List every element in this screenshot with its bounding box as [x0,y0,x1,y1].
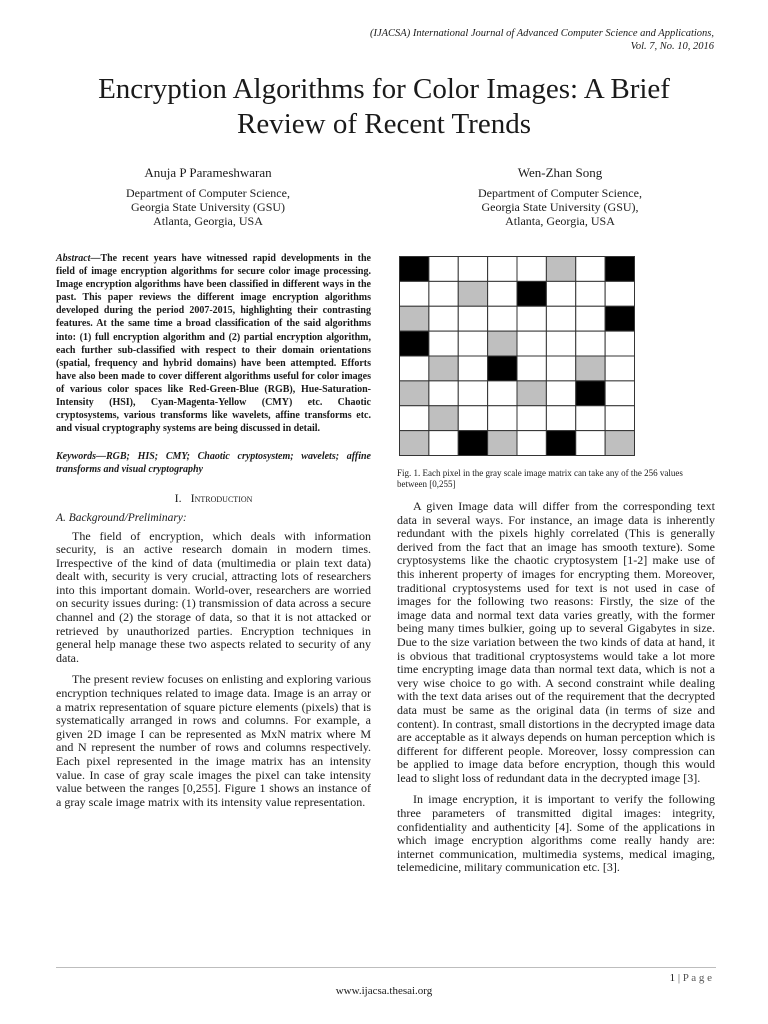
section-heading-introduction [56,491,371,506]
pixel-grid-svg [399,256,635,456]
grid-cell-white [488,281,517,306]
grid-cell-black [576,381,605,406]
grid-cell-gray [546,257,575,282]
grid-cell-white [546,381,575,406]
body-paragraph: The present review focuses on enlisting and exploring various encryption techniques related to image data. Image is an array or a matrix representation of square picture elements (pixels) that is systematically arranged in rows and columns. For example, a given 2D image I can be represented as MxN matrix where M and N represent the number of rows and columns respectively. Each pixel represented in the image matrix has an intensity value. In case of gray scale images the pixel can take intensity value between the ranges [0,255]. Figure 1 shows an instance of a gray scale image matrix with its intensity value representation. [56,672,371,809]
body-paragraph: In image encryption, it is important to verify the following three parameters of transmitted digital images: integrity, confidentiality and authenticity [4]. Some of the applications in which image encryption algorithms come really handy are: internet communication, multimedia systems, medical imaging, telemedicine, military communication etc. [3]. [397,792,715,875]
author-affiliation-dept: Department of Computer Science, [478,186,642,200]
grid-cell-white [458,306,487,331]
grid-cell-white [576,406,605,431]
grid-cell-white [517,431,546,456]
body-paragraph: A given Image data will differ from the corresponding text data in several ways. For instance, an image data is inherently redundant with the pixels highly correlated (This is generally derived from the fact that an image has smooth texture). Some cryptosystems like the chaotic cryptosystem [1-2] make use of this inherent property of images for encrypting them. Moreover, traditional cryptosystems used for text is not used in case of images for the following two reasons: Firstly, the size of the image data and normal text data varies greatly, with the former being many times bulkier, going up to several Gigabytes in size. Due to the size variation between the two kinds of data at hand, it is obvious that traditional cryptosystems would take a lot more time encrypting image data than normal text data, which is not a very wise choice to go with. A second constraint while dealing with the text data arises out of the requirement that the decrypted data must be same as the original data (in terms of size and content). In contrast, small distortions in the decrypted image data are acceptable as it always depends on human perception which is different for different people. Moreover, lossy compression can be applied to image data before encryption, though this would lead to slight loss of redundant data in the decrypted image [3]. [397,499,715,785]
footer-divider [56,967,716,968]
page-number-label: P a g e [682,972,712,984]
footer-url: www.ijacsa.thesai.org [335,985,433,997]
paper-title-line1: Encryption Algorithms for Color Images: A Brief [98,73,670,105]
grid-cell-white [546,331,575,356]
figure-1-pixel-grid [399,256,635,456]
grid-cell-gray [605,431,634,456]
author-affiliation-location: Atlanta, Georgia, USA [153,214,263,228]
author-block-2 [430,166,690,228]
grid-cell-white [429,257,458,282]
grid-cell-white [605,406,634,431]
grid-cell-white [605,356,634,381]
journal-name: (IJACSA) International Journal of Advanced Computer Science and Applications, [369,28,714,39]
grid-cell-white [429,381,458,406]
grid-cell-white [458,356,487,381]
grid-cell-gray [429,406,458,431]
body-paragraph: The field of encryption, which deals with information security, is an active research domain in modern times. Irrespective of the kind of data (multimedia or plain text data) dealt with, security is very crucial, attracting lots of researchers into this important domain. World-over, researchers are worried on security issues during: (1) transmission of data across a secure channel and (2) the storage of data, so that it is not attacked or retrieved by unauthorized parties. Encryption techniques in general help manage these two aspects related to security of any data. [56,528,371,665]
grid-cell-gray [400,431,429,456]
grid-cell-white [429,331,458,356]
grid-cell-white [605,381,634,406]
author-affiliation-dept: Department of Computer Science, [126,186,290,200]
author-affiliation-univ: Georgia State University (GSU), [481,200,639,214]
author-affiliation-location: Atlanta, Georgia, USA [505,214,615,228]
grid-cell-white [429,431,458,456]
grid-cell-white [458,381,487,406]
section-number: I. [174,490,182,505]
grid-cell-white [576,306,605,331]
grid-cell-black [458,431,487,456]
grid-cell-white [605,281,634,306]
grid-cell-gray [488,431,517,456]
grid-cell-white [458,331,487,356]
left-column [56,252,371,817]
paper-title-line2: Review of Recent Trends [237,108,531,140]
subsection-heading-background: A. Background/Preliminary: [56,511,187,524]
grid-cell-white [458,406,487,431]
author-affiliation-univ: Georgia State University (GSU) [130,200,286,214]
grid-cell-white [400,406,429,431]
journal-header [214,27,714,53]
grid-cell-black [546,431,575,456]
author-block-1 [78,166,338,228]
abstract [56,252,371,435]
grid-cell-white [605,331,634,356]
grid-cell-white [429,306,458,331]
grid-cell-white [546,356,575,381]
keywords: Keywords—RGB; HIS; CMY; Chaotic cryptosystem; wavelets; affine transforms and visual cryptography [56,451,371,476]
abstract-text: —The recent years have witnessed rapid developments in the field of image encryption algorithms for secure color image processing. Image encryption algorithms have been classified in different ways in the past. This paper reviews the different image encryption algorithms developed during the period 2007-2015, highlighting their contrasting features. At the same time a broad classification of the said algorithms into: (1) full encryption algorithm and (2) partial encryption algorithm, each further sub-classified with respect to their domain orientations (spatial, frequency and hybrid domains) have been attempted. Efforts have also been made to cover different algorithms useful for color images of various color spaces like Red-Green-Blue (RGB), Hue-Saturation-Intensity (HSI), Cyan-Magenta-Yellow (CMY) etc. Chaotic cryptosystems, various transforms like wavelets, affine transforms etc. and visual cryptography systems are being discussed in detail. [56,253,371,435]
grid-cell-white [488,381,517,406]
grid-cell-white [429,281,458,306]
grid-cell-white [488,406,517,431]
author-name: Wen-Zhan Song [517,165,603,180]
grid-cell-black [605,306,634,331]
grid-cell-gray [400,306,429,331]
section-title: Introduction [190,490,253,505]
grid-cell-white [488,306,517,331]
grid-cell-black [517,281,546,306]
grid-cell-white [576,331,605,356]
grid-cell-white [517,406,546,431]
author-name: Anuja P Parameshwaran [144,165,272,180]
page-number-separator: | [675,972,683,984]
grid-cell-white [517,331,546,356]
grid-cell-gray [517,381,546,406]
grid-cell-white [517,356,546,381]
grid-cell-white [400,281,429,306]
grid-cell-white [488,257,517,282]
grid-cell-black [488,356,517,381]
figure-1-caption: Fig. 1. Each pixel in the gray scale image matrix can take any of the 256 values between [0,255] [397,468,683,489]
grid-cell-white [400,356,429,381]
right-column [397,256,715,883]
grid-cell-gray [458,281,487,306]
grid-cell-white [576,257,605,282]
page-number-value: 1 [669,972,676,984]
grid-cell-black [400,331,429,356]
grid-cell-gray [576,356,605,381]
grid-cell-white [576,431,605,456]
grid-cell-white [517,257,546,282]
grid-cell-white [517,306,546,331]
journal-volume: Vol. 7, No. 10, 2016 [630,41,714,52]
grid-cell-gray [488,331,517,356]
grid-cell-white [458,257,487,282]
grid-cell-white [546,281,575,306]
grid-cell-gray [400,381,429,406]
paper-title [60,72,708,142]
grid-cell-white [576,281,605,306]
grid-cell-gray [429,356,458,381]
grid-cell-white [546,306,575,331]
grid-cell-black [605,257,634,282]
grid-cell-black [400,257,429,282]
abstract-label: Abstract [56,253,91,264]
page-number [670,972,712,984]
grid-cell-white [546,406,575,431]
